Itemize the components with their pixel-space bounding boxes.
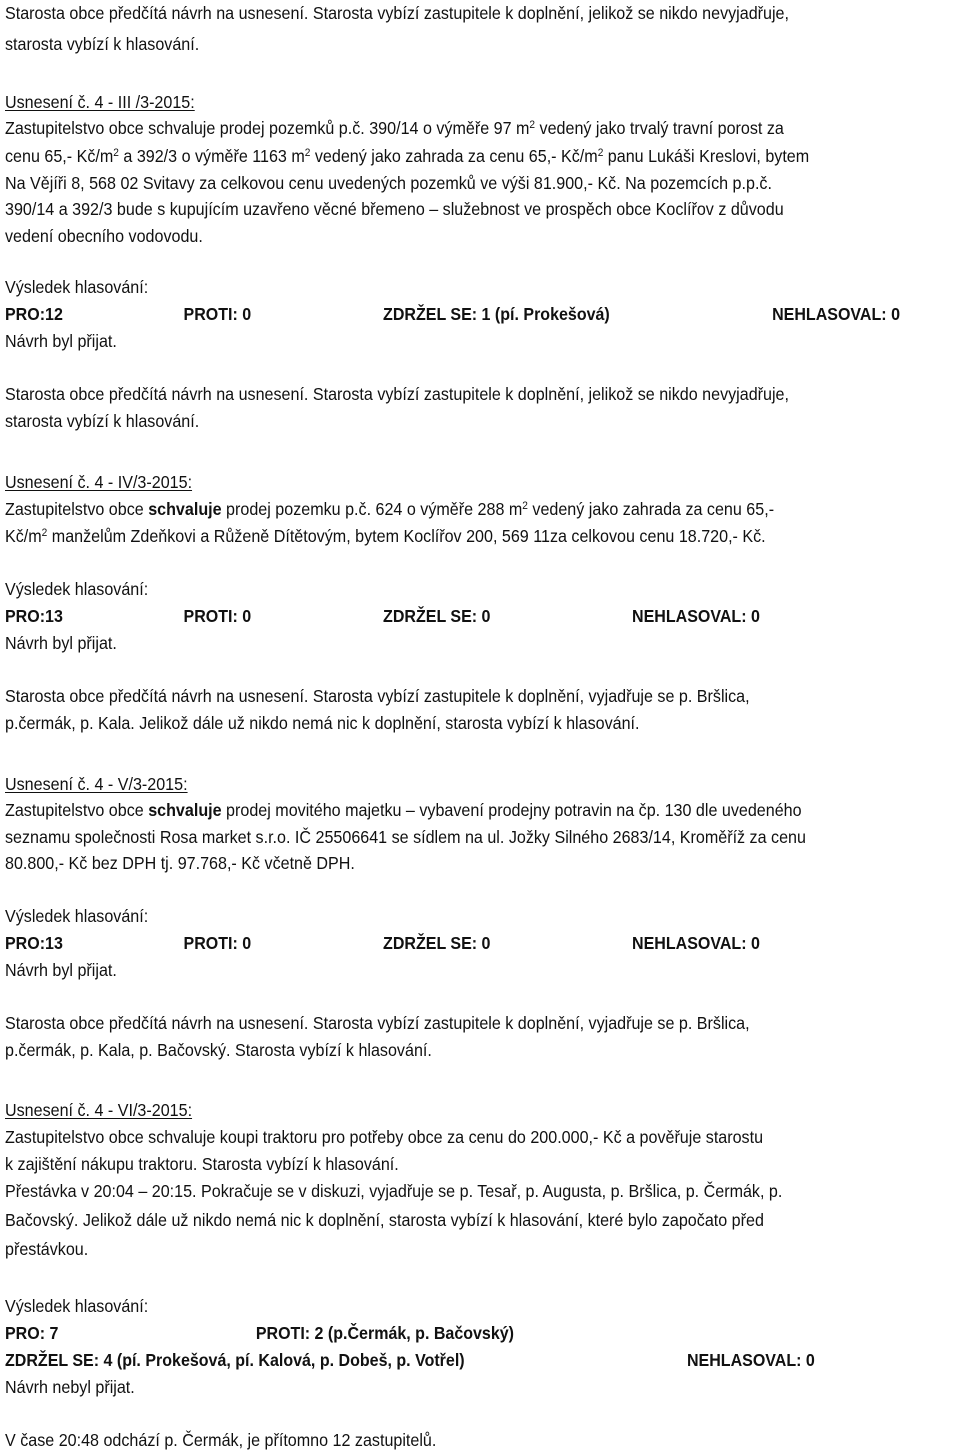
vote-outcome: Návrh nebyl přijat.: [5, 1377, 135, 1397]
paragraph-line: $Kč/m^2$ manželům Zdeňkovi a Růženě Dítětovým, bytem Koclířov 200, 569 11za celkovou cenu 18.720,- Kč.: [5, 526, 766, 546]
vote-nehlasoval: NEHLASOVAL: 0: [632, 606, 760, 626]
paragraph-line: starosta vybízí k hlasování.: [5, 34, 200, 54]
paragraph-line: seznamu společnosti Rosa market s.r.o. IČ 25506641 se sídlem na ul. Jožky Silného 2683/14, Kroměříž za cenu: [5, 827, 806, 847]
paragraph-line: 80.800,- Kč bez DPH tj. 97.768,- Kč včetně DPH.: [5, 853, 355, 873]
paragraph-line: přestávkou.: [5, 1239, 89, 1259]
paragraph-line: Bačovský. Jelikož dále už nikdo nemá nic k doplnění, starosta vybízí k hlasování, které bylo započato před: [5, 1210, 764, 1230]
vote-pro: PRO:13: [5, 933, 63, 953]
vote-result-label: Výsledek hlasování:: [5, 277, 149, 297]
vote-zdrzel: ZDRŽEL SE: 4 (pí. Prokešová, pí. Kalová, p. Dobeš, p. Votřel): [5, 1350, 465, 1370]
vote-nehlasoval: NEHLASOVAL: 0: [772, 304, 900, 324]
vote-row: [5, 603, 957, 630]
vote-outcome: Návrh byl přijat.: [5, 960, 117, 980]
paragraph-line: V čase 20:48 odchází p. Čermák, je přítomno 12 zastupitelů.: [5, 1430, 437, 1450]
vote-result-label: Výsledek hlasování:: [5, 579, 149, 599]
vote-row: [5, 930, 957, 957]
vote-proti: PROTI: 0: [183, 606, 252, 626]
vote-result-label: Výsledek hlasování:: [5, 1296, 149, 1316]
vote-outcome: Návrh byl přijat.: [5, 633, 117, 653]
vote-nehlasoval: NEHLASOVAL: 0: [686, 1350, 815, 1370]
vote-row: [5, 1320, 957, 1347]
vote-proti: PROTI: 2 (p.Čermák, p. Bačovský): [255, 1323, 515, 1343]
paragraph-line: vedení obecního vodovodu.: [5, 226, 203, 246]
paragraph-line: Zastupitelstvo obce schvaluje prodej pozemku p.č. 624 o výměře 288 $m^2$ vedený jako zahrada za cenu 65,-: [5, 499, 775, 519]
paragraph-line: k zajištění nákupu traktoru. Starosta vybízí k hlasování.: [5, 1154, 399, 1174]
paragraph-line: Zastupitelstvo obce schvaluje prodej movitého majetku – vybavení prodejny potravin na čp. 130 dle uvedeného: [5, 800, 802, 820]
resolution-heading: Usnesení č. 4 - IV/3-2015:: [5, 472, 193, 492]
paragraph-line: Starosta obce předčítá návrh na usnesení. Starosta vybízí zastupitele k doplnění, jelikož se nikdo nevyjadřuje,: [5, 384, 789, 404]
paragraph-line: Starosta obce předčítá návrh na usnesení. Starosta vybízí zastupitele k doplnění, vyjadřuje se p. Bršlica,: [5, 686, 750, 706]
vote-nehlasoval: NEHLASOVAL: 0: [632, 933, 760, 953]
paragraph-line: Zastupitelstvo obce schvaluje koupi traktoru pro potřeby obce za cenu do 200.000,- Kč a pověřuje starostu: [5, 1127, 764, 1147]
vote-zdrzel: ZDRŽEL SE: 0: [383, 606, 491, 626]
paragraph-line: 390/14 a 392/3 bude s kupujícím uzavřeno věcné břemeno – služebnost ve prospěch obce Koclířov z důvodu: [5, 199, 784, 219]
vote-pro: PRO:12: [5, 304, 63, 324]
vote-row: [5, 1347, 957, 1374]
paragraph-line: starosta vybízí k hlasování.: [5, 411, 200, 431]
paragraph-line: Starosta obce předčítá návrh na usnesení. Starosta vybízí zastupitele k doplnění, jelikož se nikdo nevyjadřuje,: [5, 3, 789, 23]
vote-outcome: Návrh byl přijat.: [5, 331, 117, 351]
paragraph-line: p.čermák, p. Kala, p. Bačovský. Starosta vybízí k hlasování.: [5, 1040, 432, 1060]
resolution-heading: Usnesení č. 4 - VI/3-2015:: [5, 1100, 193, 1120]
vote-pro: PRO:13: [5, 606, 63, 626]
vote-zdrzel: ZDRŽEL SE: 1 (pí. Prokešová): [383, 304, 610, 324]
vote-result-label: Výsledek hlasování:: [5, 906, 149, 926]
vote-zdrzel: ZDRŽEL SE: 0: [383, 933, 491, 953]
vote-proti: PROTI: 0: [183, 933, 252, 953]
vote-row: [5, 301, 957, 328]
paragraph-line: p.čermák, p. Kala. Jelikož dále už nikdo nemá nic k doplnění, starosta vybízí k hlasování.: [5, 713, 640, 733]
vote-pro: PRO: 7: [5, 1323, 59, 1343]
paragraph-line: Přestávka v 20:04 – 20:15. Pokračuje se v diskuzi, vyjadřuje se p. Tesař, p. Augusta, p. Bršlica, p. Čermák, p.: [5, 1181, 783, 1201]
resolution-heading: Usnesení č. 4 - III /3-2015:: [5, 92, 195, 112]
paragraph-line: Starosta obce předčítá návrh na usnesení. Starosta vybízí zastupitele k doplnění, vyjadřuje se p. Bršlica,: [5, 1013, 750, 1033]
resolution-heading: Usnesení č. 4 - V/3-2015:: [5, 774, 188, 794]
paragraph-line: Na Vějíři 8, 568 02 Svitavy za celkovou cenu uvedených pozemků ve výši 81.900,- Kč. Na pozemcích p.p.č.: [5, 173, 772, 193]
paragraph-line: Zastupitelstvo obce schvaluje prodej pozemků p.č. 390/14 o výměře 97 $m^2$ vedený jako trvalý travní porost za: [5, 118, 784, 138]
vote-proti: PROTI: 0: [183, 304, 252, 324]
paragraph-line: cenu 65,- $Kč/m^2$ a 392/3 o výměře 1163 $m^2$ vedený jako zahrada za cenu 65,- $Kč/m^2$ panu Lukáši Kreslovi, bytem: [5, 146, 810, 166]
